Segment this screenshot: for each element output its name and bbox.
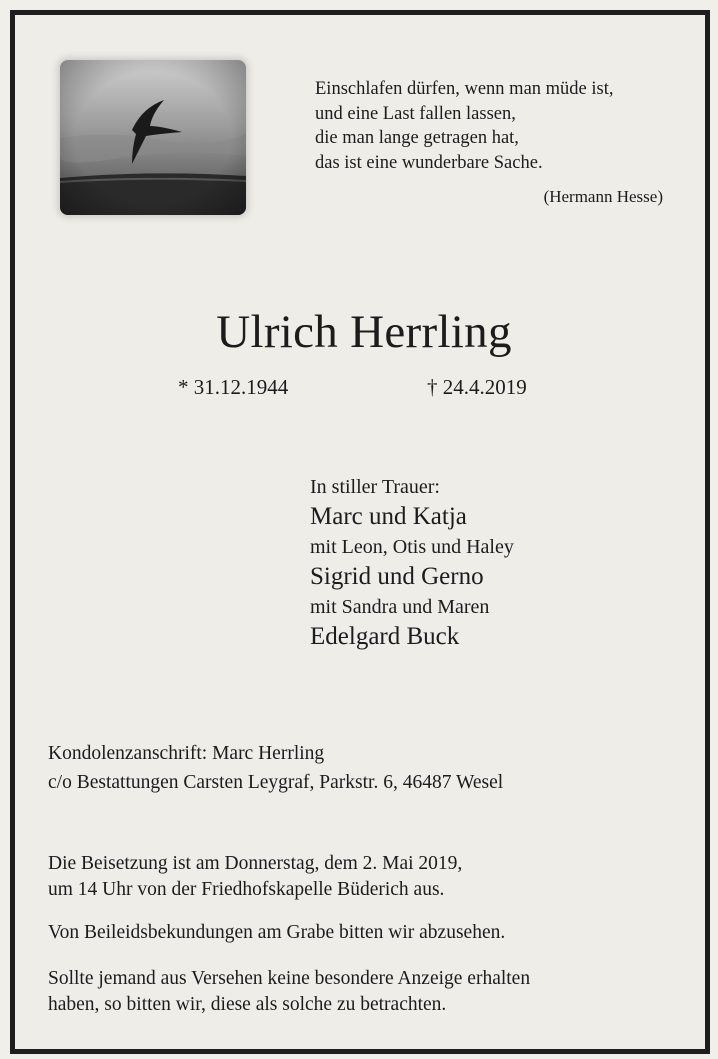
birth-date: * 31.12.1944: [178, 375, 289, 399]
mourners-list: [310, 473, 514, 653]
notice-note: [48, 966, 530, 1018]
seagull-icon: [60, 60, 246, 215]
funeral-line: um 14 Uhr von der Friedhofskapelle Büderich aus.: [48, 879, 445, 900]
poem-line: das ist eine wunderbare Sache.: [315, 152, 543, 173]
mourner-name: Marc und Katja: [310, 503, 467, 530]
mourner-family: mit Sandra und Maren: [310, 596, 490, 618]
poem-line: Einschlafen dürfen, wenn man müde ist,: [315, 79, 614, 99]
deceased-name: Ulrich Herrling: [216, 306, 512, 358]
condolence-address: [48, 739, 503, 797]
poem-author: (Hermann Hesse): [543, 187, 663, 206]
condolence-line: Kondolenzanschrift: Marc Herrling: [48, 743, 325, 764]
seagull-photo: [60, 60, 246, 215]
mourner-family: mit Leon, Otis und Haley: [310, 536, 514, 558]
mourner-name: Sigrid und Gerno: [310, 563, 484, 590]
no-condolences-note: Von Beileidsbekundungen am Grabe bitten wir abzusehen.: [48, 922, 506, 943]
death-date: † 24.4.2019: [427, 375, 527, 399]
notice-line: haben, so bitten wir, diese als solche zu betrachten.: [48, 994, 447, 1015]
poem: [315, 77, 613, 175]
obituary-frame: [10, 10, 710, 1054]
condolence-line: c/o Bestattungen Carsten Leygraf, Parkstr. 6, 46487 Wesel: [48, 772, 504, 793]
mourners-intro: In stiller Trauer:: [310, 476, 440, 498]
poem-line: die man lange getragen hat,: [315, 128, 519, 148]
notice-line: Sollte jemand aus Versehen keine besondere Anzeige erhalten: [48, 968, 531, 989]
funeral-info: [48, 851, 462, 903]
mourner-name: Edelgard Buck: [310, 623, 460, 650]
poem-line: und eine Last fallen lassen,: [315, 103, 516, 124]
funeral-line: Die Beisetzung ist am Donnerstag, dem 2. Mai 2019,: [48, 853, 463, 874]
